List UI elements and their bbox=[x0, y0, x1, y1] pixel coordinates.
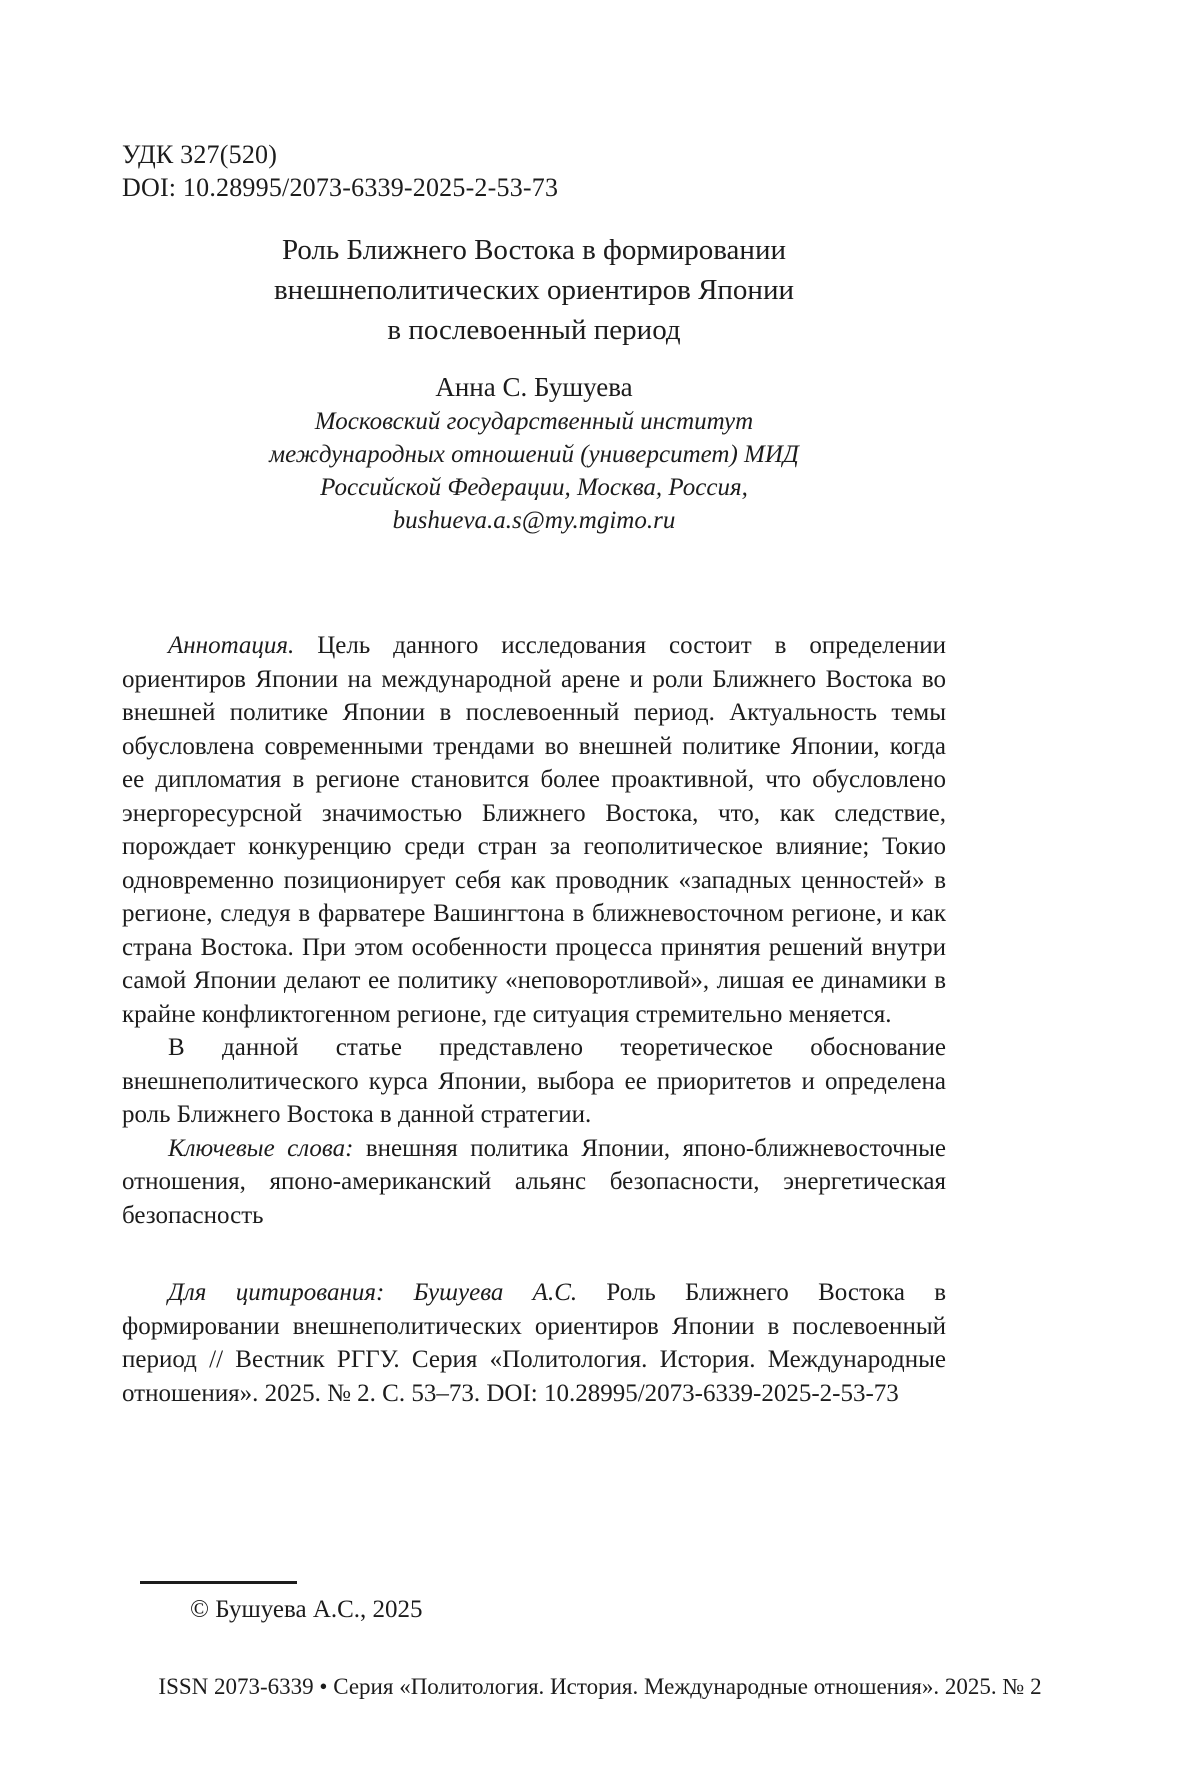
udc-line: УДК 327(520) bbox=[122, 140, 278, 169]
citation-paragraph bbox=[122, 1276, 946, 1410]
citation-label: Для цитирования: bbox=[168, 1279, 385, 1307]
keywords-paragraph bbox=[122, 1132, 946, 1233]
keywords-text: внешняя политика Японии, японо-ближневосточные отношения, японо-американский альянс безопасности, энергетическая безопасность bbox=[122, 1134, 946, 1229]
abstract-paragraph bbox=[122, 629, 946, 1031]
citation-text: Роль Ближнего Востока в формировании внешнеполитических ориентиров Японии в послевоенный период // Вестник РГГУ. Серия «Политология. История. Международные отношения». 2025. № 2. С. 53–73. DOI: 10.28995/2073-6339-2025-2-53-73 bbox=[122, 1279, 947, 1407]
affiliation-line: Московский государственный институт bbox=[314, 408, 754, 436]
abstract-text: Цель данного исследования состоит в определении ориентиров Японии на международной арене и роли Ближнего Востока во внешней политике Японии в послевоенный период. Актуальность темы обусловлена современными трендами во внешней политике Японии, когда ее дипломатия в регионе становится более проактивной, что обусловлено энергоресурсной значимостью Ближнего Востока, что, как следствие, порождает конкуренцию среди стран за геополитическое влияние; Токио одновременно позиционирует себя как проводник «западных ценностей» в регионе, следуя в фарватере Вашингтона в ближневосточном регионе, и как страна Востока. При этом особенности процесса принятия решений внутри самой Японии делают ее политику «неповоротливой», лишая ее динамики в крайне конфликтогенном регионе, где ситуация стремительно меняется. bbox=[122, 632, 946, 1028]
affiliation-line: международных отношений (университет) МИД bbox=[269, 441, 799, 469]
copyright-text: © Бушуева А.С., 2025 bbox=[190, 1596, 423, 1623]
author-name: Анна С. Бушуева bbox=[435, 372, 633, 403]
doi-line: DOI: 10.28995/2073-6339-2025-2-53-73 bbox=[122, 173, 559, 202]
affiliation-line: Российской Федерации, Москва, Россия, bbox=[320, 474, 748, 502]
author-affiliation bbox=[122, 405, 946, 537]
title-line: в послевоенный период bbox=[387, 314, 681, 346]
author-email: bushueva.a.s@my.mgimo.ru bbox=[392, 507, 676, 535]
citation-author-name: Бушуева А.С. bbox=[413, 1279, 578, 1307]
article-body-column bbox=[122, 0, 946, 1410]
keywords-label: Ключевые слова: bbox=[168, 1134, 354, 1162]
citation-section bbox=[122, 1276, 946, 1410]
page-footer-issn-line: ISSN 2073-6339 • Серия «Политология. История. Международные отношения». 2025. № 2 bbox=[158, 1674, 1042, 1699]
article-title bbox=[122, 230, 946, 350]
article-meta bbox=[122, 138, 946, 204]
copyright-divider bbox=[140, 1581, 297, 1584]
abstract-label: Аннотация. bbox=[168, 632, 295, 660]
body-paragraph: В данной статье представлено теоретическое обоснование внешнеполитического курса Японии, выбора ее приоритетов и определена роль Ближнего Востока в данной стратегии. bbox=[122, 1034, 946, 1129]
title-line: Роль Ближнего Востока в формировании bbox=[282, 234, 786, 266]
abstract-section bbox=[122, 629, 946, 1232]
title-line: внешнеполитических ориентиров Японии bbox=[273, 274, 794, 306]
